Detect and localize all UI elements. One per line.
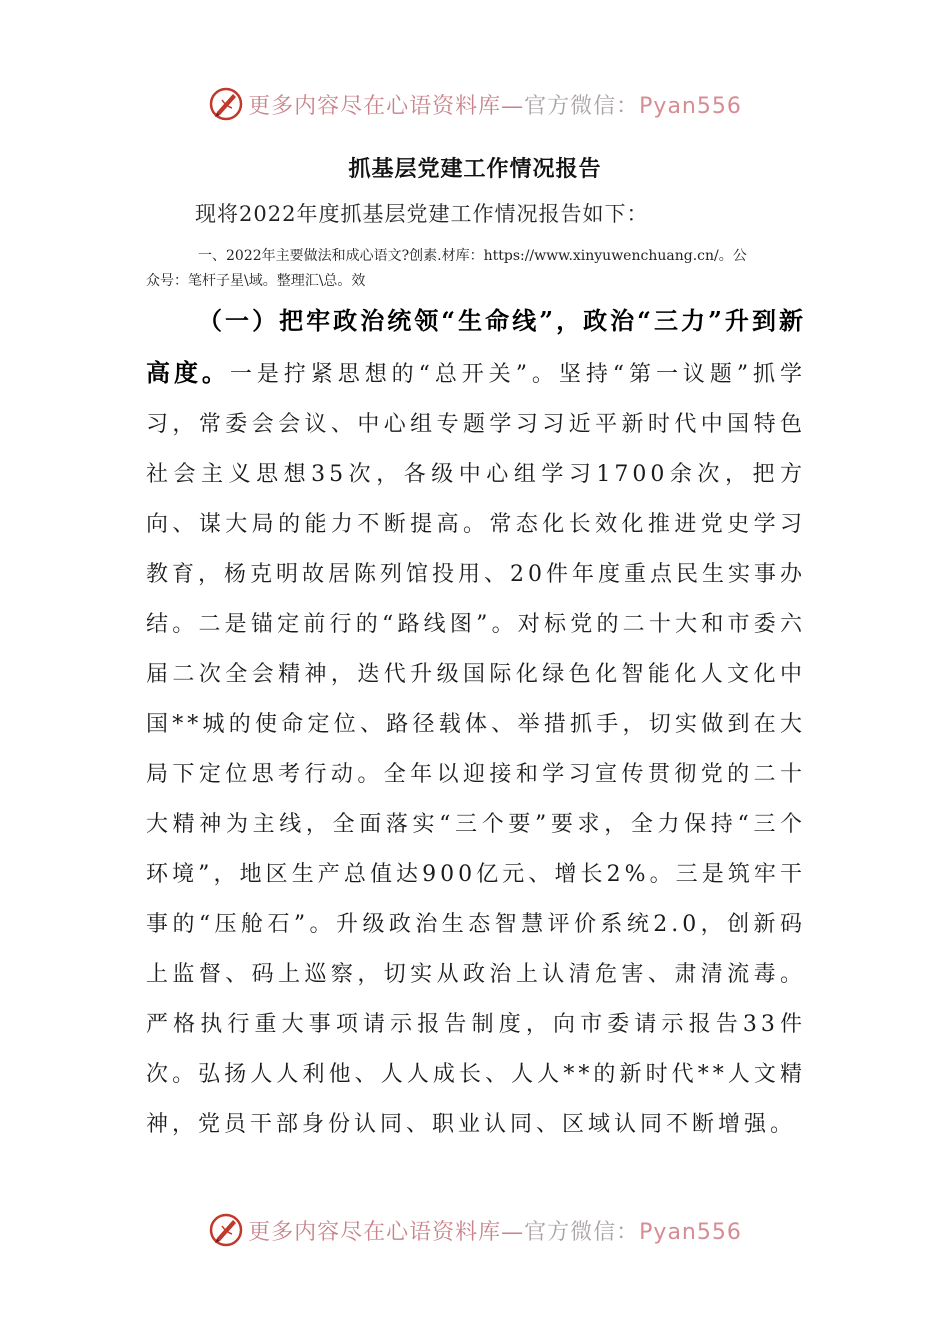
pen-seal-logo-icon [208, 1212, 244, 1248]
wechat-id: Pyan556 [639, 93, 742, 119]
section-heading: （一）把牢政治统领“生命线”，政治“三力”升到新高度。 [146, 306, 806, 387]
banner-text: 更多内容尽在心语资料库—官方微信：Pyan556 [248, 93, 742, 119]
intro-line: 现将2022年度抓基层党建工作情况报告如下： [195, 202, 649, 226]
footer-banner [0, 1208, 950, 1252]
pen-seal-logo-icon [208, 86, 244, 122]
source-note [146, 244, 810, 294]
note-line-2: 众号：笔杆子星\域。整理汇\总。效 [146, 273, 366, 289]
page-title: 抓基层党建工作情况报告 [348, 156, 602, 182]
section-body: 一是拧紧思想的“总开关”。坚持“第一议题”抓学习，常委会会议、中心组专题学习习近平新时代中国特色社会主义思想35次，各级中心组学习1700余次，把方向、谋大局的能力不断提高。常态化长效化推进党史学习教育，杨克明故居陈列馆投用、20件年度重点民生实事办结。二是锚定前行的“路线图”。对标党的二十大和市委六届二次全会精神，迭代升级国际化绿色化智能化人文化中国**城的使命定位、路径载体、举措抓手，切实做到在大局下定位思考行动。全年以迎接和学习宣传贯彻党的二十大精神为主线，全面落实“三个要”要求，全力保持“三个环境”，地区生产总值达900亿元、增长2%。三是筑牢干事的“压舱石”。升级政治生态智慧评价系统2.0，创新码上监督、码上巡察，切实从政治上认清危害、肃清流毒。严格执行重大事项请示报告制度，向市委请示报告33件次。弘扬人人利他、人人成长、人人**的新时代**人文精神，党员干部身份认同、职业认同、区域认同不断增强。 [146, 362, 807, 1137]
header-banner [0, 82, 950, 126]
banner-text: 更多内容尽在心语资料库—官方微信：Pyan556 [248, 1219, 742, 1245]
section-paragraph [146, 296, 806, 1150]
note-line-1: 一、2022年主要做法和成心语文?创素.材库：https://www.xinyuwenchuang.cn/。公 [198, 248, 747, 264]
wechat-id: Pyan556 [639, 1219, 742, 1245]
